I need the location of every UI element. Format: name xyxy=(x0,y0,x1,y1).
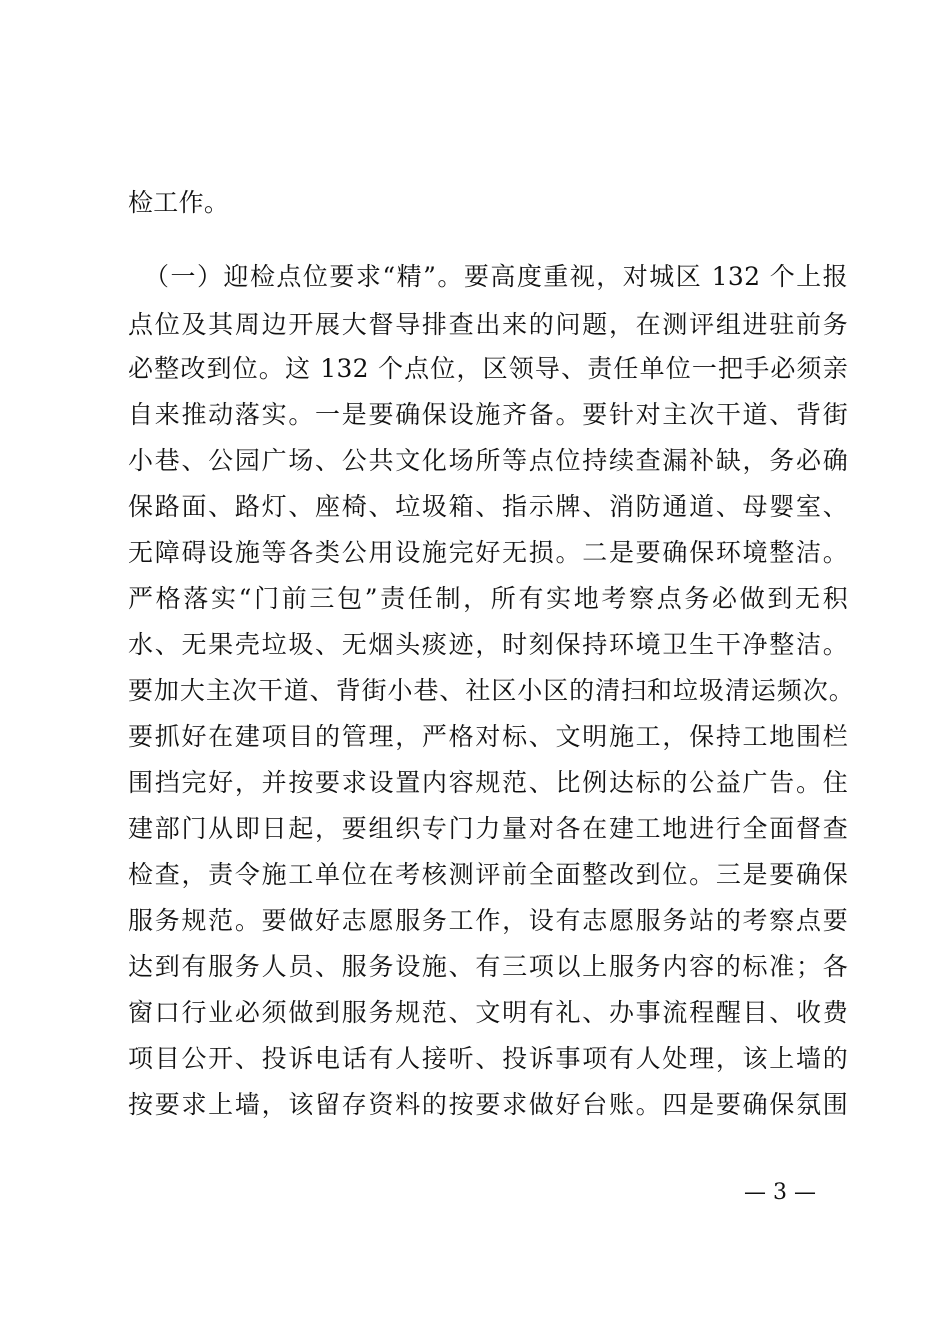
text-line-7: 保路面、路灯、座椅、垃圾箱、指示牌、消防通道、母婴室、 xyxy=(128,492,848,521)
text-line-11: 要加大主次干道、背街小巷、社区小区的清扫和垃圾清运频次。 xyxy=(128,676,854,705)
text-line-6: 小巷、公园广场、公共文化场所等点位持续查漏补缺，务必确 xyxy=(128,446,848,475)
section-heading-line: （一）迎检点位要求“精”。要高度重视，对城区 132 个上报 xyxy=(144,262,848,291)
text-line-16: 服务规范。要做好志愿服务工作，设有志愿服务站的考察点要 xyxy=(128,906,848,935)
text-line-14: 建部门从即日起，要组织专门力量对各在建工地进行全面督查 xyxy=(128,814,848,843)
text-line-17: 达到有服务人员、服务设施、有三项以上服务内容的标准；各 xyxy=(128,952,848,981)
text-line-10: 水、无果壳垃圾、无烟头痰迹，时刻保持环境卫生干净整洁。 xyxy=(128,630,848,659)
text-line-19: 项目公开、投诉电话有人接听、投诉事项有人处理，该上墙的 xyxy=(128,1044,848,1073)
text-line-15: 检查，责令施工单位在考核测评前全面整改到位。三是要确保 xyxy=(128,860,848,889)
page-number: — 3 — xyxy=(744,1180,816,1205)
text-line-12: 要抓好在建项目的管理，严格对标、文明施工，保持工地围栏 xyxy=(128,722,848,751)
text-line-20: 按要求上墙，该留存资料的按要求做好台账。四是要确保氛围 xyxy=(128,1090,848,1119)
text-line-13: 围挡完好，并按要求设置内容规范、比例达标的公益广告。住 xyxy=(128,768,848,797)
text-line-4: 必整改到位。这 132 个点位，区领导、责任单位一把手必须亲 xyxy=(128,354,848,383)
text-line-1: 检工作。 xyxy=(128,188,230,217)
text-line-18: 窗口行业必须做到服务规范、文明有礼、办事流程醒目、收费 xyxy=(128,998,848,1027)
text-line-8: 无障碍设施等各类公用设施完好无损。二是要确保环境整洁。 xyxy=(128,538,848,567)
text-line-3: 点位及其周边开展大督导排查出来的问题，在测评组进驻前务 xyxy=(128,310,848,339)
text-line-9: 严格落实“门前三包”责任制，所有实地考察点务必做到无积 xyxy=(128,584,848,613)
text-line-5: 自来推动落实。一是要确保设施齐备。要针对主次干道、背街 xyxy=(128,400,848,429)
